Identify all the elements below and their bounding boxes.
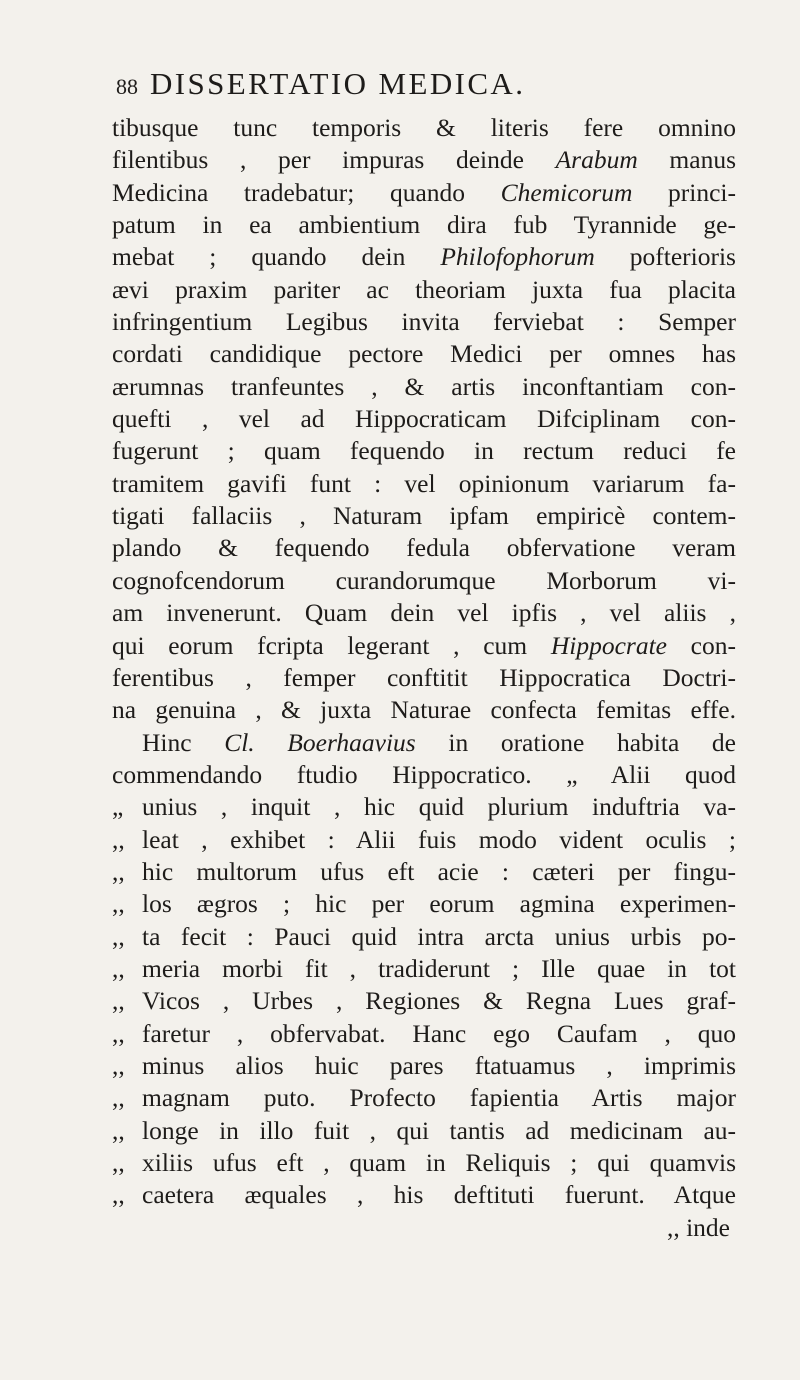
running-title: DISSERTATIO MEDICA. (150, 66, 526, 101)
text-segment: hic multorum ufus eft acie : cæteri per fingu- (142, 856, 736, 886)
text-segment: minus alios huic pares ftatuamus , imprimis (142, 1050, 736, 1080)
text-line (112, 1115, 736, 1147)
text-line (112, 597, 736, 629)
text-segment: Hinc (142, 727, 225, 757)
text-segment: manus (637, 145, 737, 175)
quotation-mark: ,, (112, 1050, 125, 1080)
text-segment: na genuina , & juxta Naturae confecta femitas effe. (112, 695, 736, 725)
body-text (112, 112, 736, 1244)
text-segment: tigati fallaciis , Naturam ipfam empiricè contem- (112, 501, 736, 531)
text-segment: meria morbi fit , tradiderunt ; Ille quae in tot (142, 953, 736, 983)
text-line (112, 274, 736, 306)
text-segment: tibusque tunc temporis & literis fere omnino (112, 113, 736, 142)
quoted-text (142, 1018, 736, 1050)
text-segment: ævi praxim pariter ac theoriam juxta fua placita (112, 274, 736, 304)
text-line (112, 435, 736, 467)
quotation-mark: ,, (112, 1180, 125, 1210)
text-line (112, 209, 736, 241)
quoted-text (142, 1050, 736, 1082)
quotation-mark: ,, (112, 856, 125, 886)
text-line (112, 630, 736, 662)
quoted-text (142, 1082, 736, 1114)
text-segment: plando & fequendo fedula obfervatione veram (112, 533, 736, 563)
page-header (116, 66, 716, 106)
text-segment: cognofcendorum curandorumque Morborum vi- (112, 565, 736, 595)
text-line (112, 565, 736, 597)
text-line (112, 371, 736, 403)
text-line (112, 1018, 736, 1050)
text-segment: ærumnas tranfeuntes , & artis inconftantiam con- (112, 371, 736, 401)
text-line (112, 856, 736, 888)
quotation-mark: ,, (112, 1115, 125, 1145)
italic-name: Hippocrate (550, 630, 667, 660)
text-segment: in oratione habita de (415, 727, 736, 757)
text-segment: magnam puto. Profecto fapientia Artis major (142, 1083, 736, 1113)
text-line (112, 727, 736, 759)
quoted-text (142, 1147, 736, 1179)
text-segment: ferentibus , femper conftitit Hippocratica Doctri- (112, 662, 736, 692)
quotation-mark: ,, (112, 953, 125, 983)
text-segment: ta fecit : Pauci quid intra arcta unius urbis po- (142, 921, 736, 951)
quoted-text (142, 953, 736, 985)
text-line (112, 694, 736, 726)
italic-name: Cl. Boerhaavius (224, 727, 416, 757)
quotation-mark: ,, (112, 921, 125, 951)
text-segment: caetera æquales , his deftituti fuerunt. Atque (142, 1180, 736, 1210)
text-line (112, 1179, 736, 1211)
quotation-mark: ,, (112, 1083, 125, 1113)
text-segment: filentibus , per impuras deinde (112, 145, 556, 175)
quoted-text (142, 888, 736, 920)
text-segment: qui eorum fcripta legerant , cum (112, 630, 551, 660)
text-line (112, 921, 736, 953)
text-line (112, 306, 736, 338)
text-line (112, 824, 736, 856)
text-line (112, 662, 736, 694)
quotation-mark: ,, (112, 889, 125, 919)
text-line (112, 112, 736, 144)
italic-name: Chemicorum (500, 177, 633, 207)
text-segment: xiliis ufus eft , quam in Reliquis ; qui quamvis (142, 1148, 736, 1177)
text-line (112, 985, 736, 1017)
text-segment: patum in ea ambientium dira fub Tyrannide ge- (112, 210, 736, 240)
text-line (112, 500, 736, 532)
text-segment: commendando ftudio Hippocratico. „ Alii quod (112, 759, 736, 789)
text-segment: unius , inquit , hic quid plurium induftria va- (142, 792, 736, 822)
text-segment: Medicina tradebatur; quando (112, 177, 501, 207)
quotation-mark: ,, (112, 1148, 125, 1177)
text-segment: pofterioris (594, 242, 736, 272)
text-line (112, 1147, 736, 1179)
quotation-mark: „ (112, 792, 124, 822)
text-segment: quefti , vel ad Hippocraticam Difciplinam con- (112, 404, 736, 434)
text-segment: los ægros ; hic per eorum agmina experimen- (142, 889, 736, 919)
catchword: ,, inde (666, 1212, 730, 1242)
text-line (112, 1082, 736, 1114)
quoted-text (142, 985, 736, 1017)
quotation-mark: ,, (112, 986, 125, 1016)
text-line (112, 241, 736, 273)
text-segment: tramitem gavifi funt : vel opinionum variarum fa- (112, 468, 736, 498)
quoted-text (142, 1179, 736, 1211)
text-segment: con- (666, 630, 736, 660)
text-line (112, 338, 736, 370)
text-segment: infringentium Legibus invita ferviebat : Semper (112, 307, 736, 337)
text-segment: fugerunt ; quam fequendo in rectum reduci fe (112, 436, 736, 466)
text-line (112, 177, 736, 209)
quoted-text (142, 824, 736, 856)
text-line (112, 144, 736, 176)
text-line (112, 403, 736, 435)
quoted-text (142, 1115, 736, 1147)
quoted-text (142, 791, 736, 823)
text-segment: princi- (632, 177, 736, 207)
text-segment: cordati candidique pectore Medici per omnes has (112, 339, 736, 369)
text-line (112, 1050, 736, 1082)
quotation-mark: ,, (112, 824, 125, 854)
italic-name: Philofophorum (440, 242, 595, 272)
quotation-mark: ,, (112, 1018, 125, 1048)
text-segment: mebat ; quando dein (112, 242, 441, 272)
text-line (112, 953, 736, 985)
page-number: 88 (116, 74, 138, 99)
quoted-text (142, 856, 736, 888)
text-line (112, 532, 736, 564)
quoted-text (142, 921, 736, 953)
text-line (112, 759, 736, 791)
text-segment: faretur , obfervabat. Hanc ego Caufam , quo (142, 1018, 736, 1048)
text-line (112, 888, 736, 920)
text-segment: Vicos , Urbes , Regiones & Regna Lues graf- (142, 986, 736, 1016)
italic-name: Arabum (555, 145, 638, 175)
text-segment: longe in illo fuit , qui tantis ad medicinam au- (142, 1115, 736, 1145)
text-line (112, 791, 736, 823)
text-line (112, 468, 736, 500)
text-segment: leat , exhibet : Alii fuis modo vident oculis ; (142, 824, 736, 854)
text-segment: am invenerunt. Quam dein vel ipfis , vel aliis , (112, 598, 736, 628)
